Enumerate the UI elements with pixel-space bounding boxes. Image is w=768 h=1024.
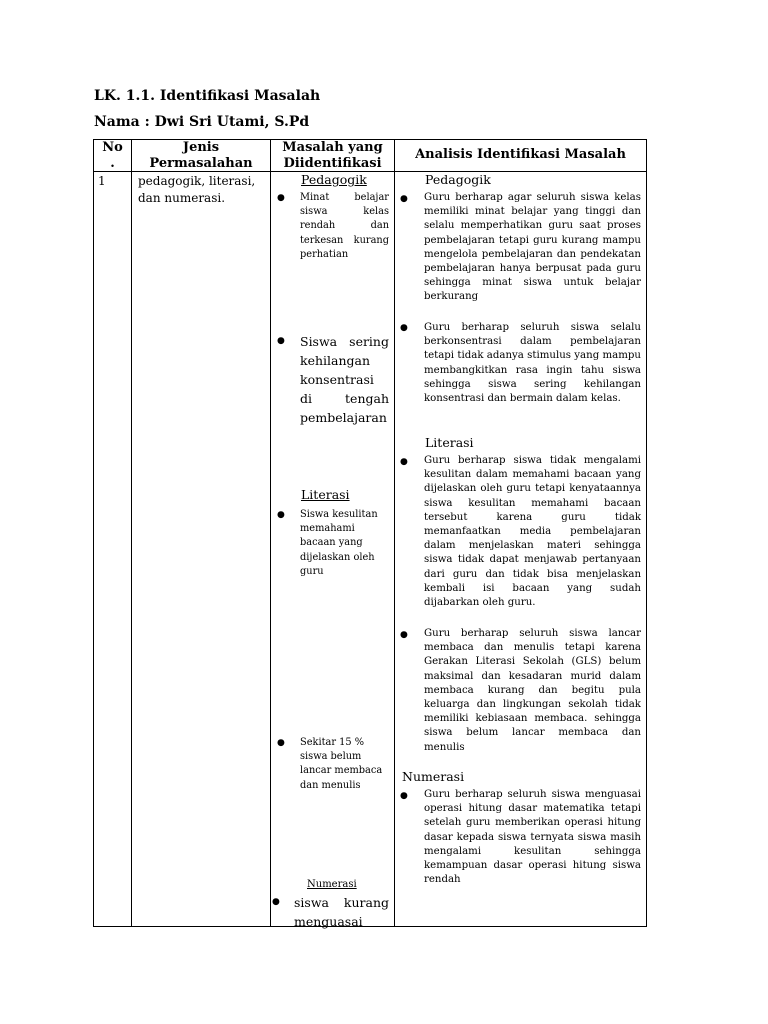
analisis-paragraph: Guru berharap seluruh siswa lancar membaca dan menulis tetapi karena Gerakan Literasi Sekolah (GLS) belum maksimal dan kesadaran murid dalam membaca kurang dan begitu pula keluarga dan lingkungan sekolah tidak memiliki kebiasaan membaca. sehingga siswa belum lancar membaca dan menulis (424, 628, 641, 753)
bullet-icon: ● (400, 630, 408, 640)
bullet-icon: ● (400, 791, 408, 801)
bullet-icon: ● (277, 510, 285, 520)
header-analisis: Analisis Identifikasi Masalah (415, 147, 626, 162)
bullet-icon: ● (400, 323, 408, 333)
column-divider (394, 139, 395, 927)
bullet-icon: ● (277, 738, 285, 748)
analisis-paragraph: Guru berharap agar seluruh siswa kelas memiliki minat belajar yang tinggi dan selalu memperhatikan guru saat proses pembelajaran tetapi guru kurang mampu mengelola pembelajaran dan pendekatan pembelajaran hanya berpusat pada guru sehingga minat siswa untuk belajar berkurang (424, 192, 641, 303)
masalah-item: Siswa kesulitan memahami bacaan yang dijelaskan oleh guru (300, 509, 378, 577)
header-jenis: Jenis Permasalahan (149, 140, 253, 171)
bullet-icon: ● (277, 193, 285, 203)
analisis-paragraph: Guru berharap seluruh siswa menguasai operasi hitung dasar matematika tetapi setelah guru memberikan operasi hitung dasar kepada siswa ternyata siswa masih mengalami kesulitan sehingga kemampuan dasar operasi hitung siswa rendah (424, 789, 641, 886)
masalah-item: Sekitar 15 % siswa belum lancar membaca dan menulis (300, 737, 383, 791)
masalah-pedagogik-title: Pedagogik (301, 172, 367, 187)
table-border-left (93, 139, 94, 927)
header-no: No . (102, 140, 123, 171)
bullet-icon: ● (400, 457, 408, 467)
masalah-literasi-title: Literasi (301, 487, 350, 502)
masalah-item: Minat belajar siswa kelas rendah dan terkesan kurang perhatian (300, 192, 389, 260)
masalah-item: siswa kurang menguasai (294, 895, 389, 929)
analisis-paragraph: Guru berharap seluruh siswa selalu berkonsentrasi dalam pembelajaran tetapi tidak adanya stimulus yang mampu membangkitkan rasa ingin tahu siswa sehingga siswa sering kehilangan konsentrasi dan bermain dalam kelas. (424, 322, 641, 405)
analisis-paragraph: Guru berharap siswa tidak mengalami kesulitan dalam memahami bacaan yang dijelaskan oleh guru tetapi kenyataannya siswa kesulitan memahami bacaan tersebut karena guru tidak memanfaatkan media pembelajaran dalam menjelaskan materi sehingga siswa tidak dapat menjawab pertanyaan dari guru dan tidak bisa menjelaskan kembali isi bacaan yang sudah dijabarkan oleh guru. (424, 455, 641, 609)
column-divider (270, 139, 271, 927)
header-masalah: Masalah yang Diidentifikasi (282, 140, 383, 171)
analisis-pedagogik-title: Pedagogik (425, 172, 491, 187)
masalah-numerasi-title: Numerasi (307, 879, 357, 890)
column-divider (131, 139, 132, 927)
bullet-icon: ● (400, 194, 408, 204)
document-title: LK. 1.1. Identifikasi Masalah (94, 88, 321, 104)
analisis-literasi-title: Literasi (425, 435, 474, 450)
jenis-permasalahan: pedagogik, literasi, dan numerasi. (138, 174, 256, 205)
author-name: Nama : Dwi Sri Utami, S.Pd (94, 114, 310, 130)
bullet-icon: ● (277, 336, 285, 346)
row-number: 1 (98, 174, 106, 188)
masalah-item: Siswa sering kehilangan konsentrasi di tengah pembelajaran (300, 334, 389, 425)
table-border-right (646, 139, 647, 927)
analisis-numerasi-title: Numerasi (402, 769, 465, 784)
bullet-icon: ● (272, 897, 280, 907)
